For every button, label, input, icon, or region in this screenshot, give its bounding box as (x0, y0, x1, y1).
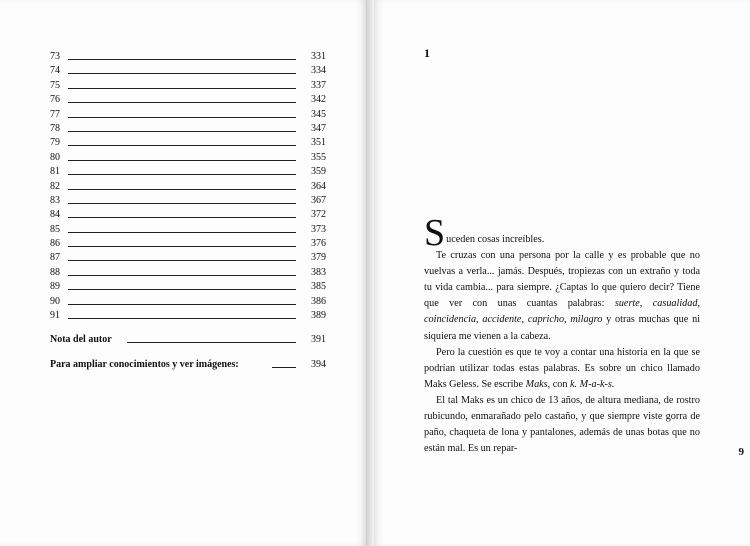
toc-entry-number: 76 (50, 94, 60, 106)
italic-word: accidente (482, 314, 522, 326)
toc-entry-page: 347 (311, 122, 326, 134)
italic-word: milagro (570, 314, 603, 326)
toc-leader-line (68, 246, 296, 247)
italic-word: capricho (527, 314, 565, 326)
toc-leader-line (68, 275, 296, 276)
toc-entry-number: 81 (50, 166, 60, 178)
paragraph-2-mid: , con (547, 378, 571, 390)
right-page (374, 0, 750, 546)
paragraph-2 (424, 345, 700, 393)
toc-entry-page: 372 (311, 209, 326, 221)
paragraph-3: El tal Maks es un chico de 13 años, de altura mediana, de rostro rubicundo, enmarañado pelo castaño, y que siempre viste gorra de paño, chaqueta de lona y pantalones, además de unas botas que no están mal. Es un repar- (424, 394, 700, 455)
toc-entry-page: 389 (311, 310, 326, 322)
toc-leader-line (68, 260, 296, 261)
toc-entry (50, 251, 326, 265)
toc-entry-number: 78 (50, 122, 60, 134)
toc-entry-page: 367 (311, 194, 326, 206)
toc-entry (50, 64, 326, 78)
toc-entry (50, 136, 326, 150)
toc-entry (50, 295, 326, 309)
toc-leader-line (272, 367, 296, 368)
toc-entry (50, 165, 326, 179)
toc-entry-number: 85 (50, 223, 60, 235)
book-gutter (366, 0, 374, 546)
paragraph-1-text: Te cruzas con una persona por la calle y es probable que no vuelvas a verla... jamás. Después, tropiezas con un extraño y toda tu vida cambia... para siempre. ¿Captas lo que quiero decir? Tiene que ver con unas cuantas palabras: (424, 250, 700, 310)
toc-leader-line (68, 102, 296, 103)
toc-entry-page: 386 (311, 295, 326, 307)
toc-leader-line (68, 160, 296, 161)
paragraph-2-text: Pero la cuestión es que te voy a contar una historia en la que se podrían utilizar todas estas palabras. Es sobre un chico llamado Maks Geless. Se escribe (424, 346, 700, 390)
toc-entry (50, 280, 326, 294)
toc-entry (50, 108, 326, 122)
toc-entry-page: 331 (311, 51, 326, 62)
table-of-contents (50, 50, 326, 372)
toc-entry (50, 151, 326, 165)
toc-author-note-label: Nota del autor (50, 334, 112, 346)
toc-entry (50, 50, 326, 64)
toc-leader-line (68, 145, 296, 146)
toc-entry-page: 373 (311, 223, 326, 235)
toc-entry (50, 122, 326, 136)
toc-leader-line (68, 304, 296, 305)
italic-word: coincidencia (424, 314, 477, 326)
toc-entry-page: 379 (311, 252, 326, 264)
toc-leader-line (68, 217, 296, 218)
paragraph-1-end: y otras muchas que ni siquiera me vienen a la cabeza. (424, 314, 701, 342)
page-number: 9 (738, 446, 744, 458)
toc-entry-page: 342 (311, 94, 326, 106)
toc-leader-line (68, 88, 296, 89)
toc-entry-page: 385 (311, 281, 326, 293)
italic-name: Maks (525, 378, 548, 390)
toc-entry (50, 237, 326, 251)
toc-leader-line (68, 59, 296, 60)
toc-entry (50, 208, 326, 222)
toc-entry-page: 351 (311, 137, 326, 149)
opening-line (424, 212, 700, 254)
toc-entry (50, 194, 326, 208)
toc-leader-line (68, 131, 296, 132)
left-page (0, 0, 366, 546)
toc-entry-page: 359 (311, 166, 326, 178)
toc-entry (50, 266, 326, 280)
toc-entry-number: 77 (50, 108, 60, 120)
italic-words: suerte, casualidad, coincidencia, accidente, capricho, milagro (424, 298, 701, 326)
italic-spelling: k. M-a-k-s. (570, 378, 615, 390)
toc-entry (50, 79, 326, 93)
toc-entry-number: 73 (50, 51, 60, 62)
toc-entry-number: 90 (50, 295, 60, 307)
toc-entry-number: 80 (50, 151, 60, 163)
toc-entry-number: 74 (50, 65, 60, 77)
toc-leader-line (68, 174, 296, 175)
toc-entry-number: 89 (50, 281, 60, 293)
toc-leader-line (127, 342, 296, 343)
chapter-number: 1 (424, 46, 430, 60)
toc-entry-number: 82 (50, 180, 60, 192)
toc-entry-number: 88 (50, 266, 60, 278)
toc-entry-page: 345 (311, 108, 326, 120)
toc-leader-line (68, 117, 296, 118)
toc-entry-page: 364 (311, 180, 326, 192)
toc-entry (50, 223, 326, 237)
toc-leader-line (68, 189, 296, 190)
toc-entry-number: 84 (50, 209, 60, 221)
toc-entry (50, 309, 326, 323)
toc-further-page: 394 (311, 358, 326, 370)
toc-leader-line (68, 289, 296, 290)
toc-further-label: Para ampliar conocimientos y ver imágenes: (50, 358, 239, 370)
toc-entry-page: 376 (311, 238, 326, 250)
toc-leader-line (68, 73, 296, 74)
toc-further-reading (50, 358, 326, 372)
drop-cap: S (424, 212, 446, 254)
toc-entry (50, 180, 326, 194)
chapter-text (424, 212, 701, 457)
toc-entry-number: 75 (50, 79, 60, 91)
toc-entry-page: 355 (311, 151, 326, 163)
toc-entry-number: 83 (50, 194, 60, 206)
toc-leader-line (68, 232, 296, 233)
toc-entry-page: 383 (311, 266, 326, 278)
toc-entry-page: 337 (311, 79, 326, 91)
toc-entry-number: 87 (50, 252, 60, 264)
toc-entry-page: 334 (311, 65, 326, 77)
opening-sentence: uceden cosas increíbles. (446, 234, 545, 245)
toc-entry (50, 93, 326, 107)
toc-author-note-page: 391 (311, 334, 326, 346)
toc-leader-line (68, 203, 296, 204)
toc-entry-number: 86 (50, 238, 60, 250)
paragraph-1 (424, 248, 700, 345)
italic-word: casualidad (652, 298, 698, 310)
toc-entry-number: 79 (50, 137, 60, 149)
italic-word: suerte (614, 298, 640, 310)
toc-entry-number: 91 (50, 310, 60, 322)
toc-leader-line (68, 318, 296, 319)
toc-author-note (50, 333, 326, 347)
